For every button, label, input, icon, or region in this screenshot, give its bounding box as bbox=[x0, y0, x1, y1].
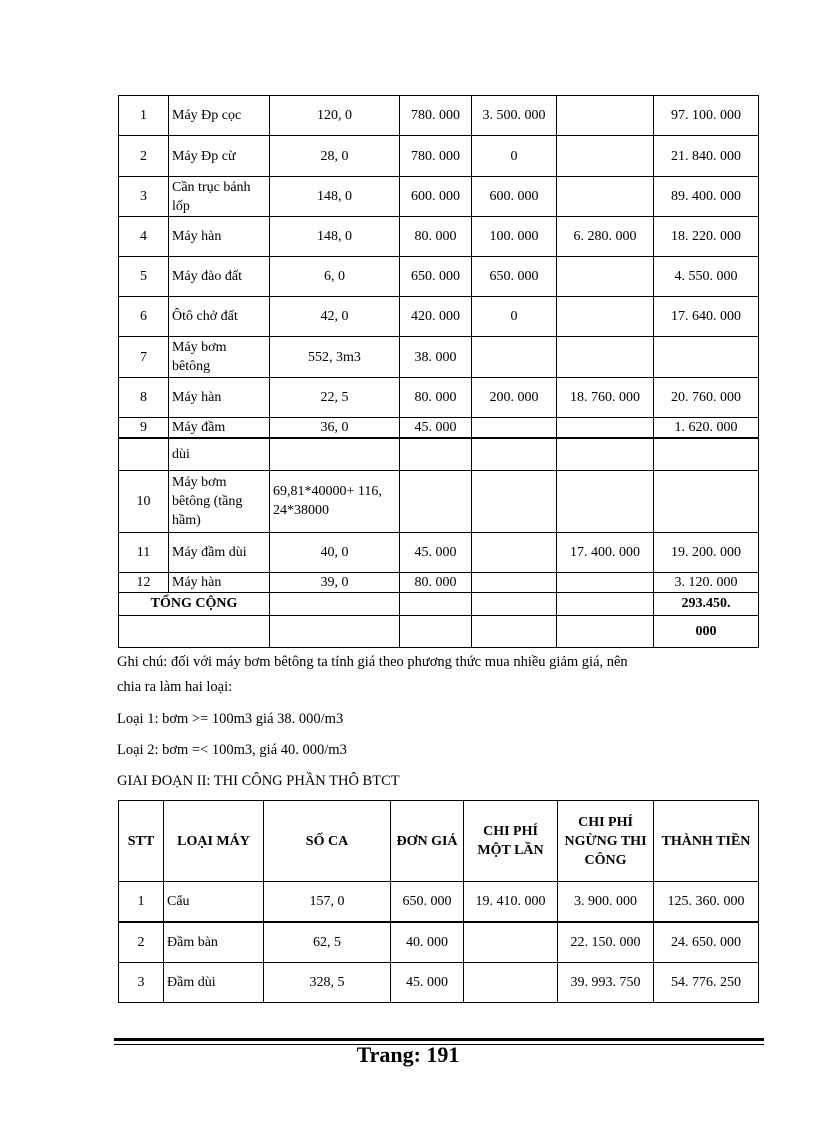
row-machine-type: Cẩu bbox=[164, 882, 264, 922]
row-stt: 6 bbox=[119, 297, 169, 337]
note-line: Loại 2: bơm =< 100m3, giá 40. 000/m3 bbox=[117, 742, 347, 758]
row-stt: 11 bbox=[119, 532, 169, 572]
row-total: 18. 220. 000 bbox=[654, 217, 759, 257]
row-unit-price: 780. 000 bbox=[400, 136, 472, 177]
row-once-cost bbox=[472, 532, 557, 572]
row-once-cost: 200. 000 bbox=[472, 378, 557, 418]
row-shifts: 328, 5 bbox=[264, 963, 391, 1003]
row-stt: 2 bbox=[119, 136, 169, 177]
row-machine-name: Máy bơm bêtông bbox=[169, 337, 270, 378]
table-row bbox=[119, 337, 759, 378]
row-stt: 12 bbox=[119, 572, 169, 592]
row-stt: 2 bbox=[119, 922, 164, 963]
header-shifts: SỐ CA bbox=[264, 801, 391, 882]
total-label: TỔNG CỘNG bbox=[119, 592, 270, 615]
row-stop-cost: 3. 900. 000 bbox=[558, 882, 654, 922]
page-number: Trang: 191 bbox=[356, 1042, 460, 1067]
row-quantity: 39, 0 bbox=[270, 572, 400, 592]
row-quantity: 40, 0 bbox=[270, 532, 400, 572]
row-machine-name: Máy bơm bêtông (tầng hầm) bbox=[169, 470, 270, 532]
row-unit-price: 80. 000 bbox=[400, 378, 472, 418]
row-quantity: 28, 0 bbox=[270, 136, 400, 177]
row-quantity bbox=[270, 438, 400, 470]
row-total: 4. 550. 000 bbox=[654, 257, 759, 297]
row-once-cost bbox=[472, 337, 557, 378]
row-quantity: 22, 5 bbox=[270, 378, 400, 418]
row-unit-price bbox=[400, 470, 472, 532]
row-unit-price: 45. 000 bbox=[400, 532, 472, 572]
machine-cost-table-2 bbox=[118, 800, 759, 1003]
table-row bbox=[119, 297, 759, 337]
table-row bbox=[119, 177, 759, 217]
row-unit-price: 780. 000 bbox=[400, 96, 472, 136]
row-stop-cost: 18. 760. 000 bbox=[557, 378, 654, 418]
table-row bbox=[119, 96, 759, 136]
row-once-cost bbox=[472, 438, 557, 470]
section-heading: GIAI ĐOẠN II: THI CÔNG PHẦN THÔ BTCT bbox=[117, 773, 400, 789]
row-stop-cost bbox=[557, 96, 654, 136]
row-stt: 1 bbox=[119, 882, 164, 922]
row-quantity: 148, 0 bbox=[270, 177, 400, 217]
row-stt: 5 bbox=[119, 257, 169, 297]
row-unit-price: 45. 000 bbox=[391, 963, 464, 1003]
row-total bbox=[654, 438, 759, 470]
row-machine-type: Đầm dùi bbox=[164, 963, 264, 1003]
row-total: 54. 776. 250 bbox=[654, 963, 759, 1003]
table-row bbox=[119, 257, 759, 297]
row-stt: 4 bbox=[119, 217, 169, 257]
row-stop-cost bbox=[557, 136, 654, 177]
table-row bbox=[119, 882, 759, 922]
total-value-continued: 000 bbox=[654, 615, 759, 647]
row-stop-cost bbox=[557, 337, 654, 378]
header-stop-cost: CHI PHÍ NGỪNG THI CÔNG bbox=[558, 801, 654, 882]
row-once-cost bbox=[464, 963, 558, 1003]
total-value: 293.450. bbox=[654, 592, 759, 615]
note-line: chia ra làm hai loại: bbox=[117, 679, 233, 695]
row-stop-cost bbox=[557, 470, 654, 532]
row-stt bbox=[119, 438, 169, 470]
table-row bbox=[119, 438, 759, 470]
row-total: 1. 620. 000 bbox=[654, 418, 759, 439]
row-once-cost bbox=[472, 470, 557, 532]
row-unit-price bbox=[400, 438, 472, 470]
table-row bbox=[119, 217, 759, 257]
row-total: 24. 650. 000 bbox=[654, 922, 759, 963]
row-once-cost: 650. 000 bbox=[472, 257, 557, 297]
row-machine-name: Máy đào đất bbox=[169, 257, 270, 297]
footer-divider bbox=[114, 1038, 764, 1041]
row-machine-name: Máy đầm dùi bbox=[169, 532, 270, 572]
row-once-cost bbox=[472, 418, 557, 439]
row-stop-cost: 6. 280. 000 bbox=[557, 217, 654, 257]
row-quantity: 6, 0 bbox=[270, 257, 400, 297]
row-stop-cost bbox=[557, 438, 654, 470]
row-unit-price: 38. 000 bbox=[400, 337, 472, 378]
row-once-cost: 19. 410. 000 bbox=[464, 882, 558, 922]
table-row bbox=[119, 963, 759, 1003]
row-machine-name: Máy hàn bbox=[169, 378, 270, 418]
row-unit-price: 650. 000 bbox=[391, 882, 464, 922]
row-shifts: 157, 0 bbox=[264, 882, 391, 922]
table-row bbox=[119, 470, 759, 532]
row-stop-cost bbox=[557, 177, 654, 217]
row-stop-cost bbox=[557, 418, 654, 439]
row-stop-cost bbox=[557, 297, 654, 337]
row-stop-cost: 17. 400. 000 bbox=[557, 532, 654, 572]
row-stop-cost bbox=[557, 257, 654, 297]
header-stt: STT bbox=[119, 801, 164, 882]
row-quantity: 552, 3m3 bbox=[270, 337, 400, 378]
row-unit-price: 420. 000 bbox=[400, 297, 472, 337]
row-total: 17. 640. 000 bbox=[654, 297, 759, 337]
header-once-cost: CHI PHÍ MỘT LẦN bbox=[464, 801, 558, 882]
row-once-cost: 0 bbox=[472, 297, 557, 337]
row-unit-price: 600. 000 bbox=[400, 177, 472, 217]
row-total: 3. 120. 000 bbox=[654, 572, 759, 592]
table-row bbox=[119, 418, 759, 439]
header-total: THÀNH TIỀN bbox=[654, 801, 759, 882]
row-quantity: 42, 0 bbox=[270, 297, 400, 337]
row-unit-price: 80. 000 bbox=[400, 572, 472, 592]
table-row bbox=[119, 532, 759, 572]
row-stt: 8 bbox=[119, 378, 169, 418]
row-stt: 9 bbox=[119, 418, 169, 439]
row-machine-name: dùi bbox=[169, 438, 270, 470]
header-machine-type: LOẠI MÁY bbox=[164, 801, 264, 882]
row-total: 20. 760. 000 bbox=[654, 378, 759, 418]
row-total bbox=[654, 337, 759, 378]
table-row bbox=[119, 378, 759, 418]
row-stop-cost: 22. 150. 000 bbox=[558, 922, 654, 963]
row-once-cost: 600. 000 bbox=[472, 177, 557, 217]
total-row-continued bbox=[119, 615, 759, 647]
row-shifts: 62, 5 bbox=[264, 922, 391, 963]
row-machine-type: Đầm bàn bbox=[164, 922, 264, 963]
row-once-cost: 3. 500. 000 bbox=[472, 96, 557, 136]
row-machine-name: Ôtô chở đất bbox=[169, 297, 270, 337]
machine-cost-table-1 bbox=[118, 95, 759, 648]
row-once-cost: 100. 000 bbox=[472, 217, 557, 257]
row-once-cost bbox=[464, 922, 558, 963]
row-machine-name: Máy đầm bbox=[169, 418, 270, 439]
header-unit-price: ĐƠN GIÁ bbox=[391, 801, 464, 882]
row-total: 97. 100. 000 bbox=[654, 96, 759, 136]
row-machine-name: Máy Đp cọc bbox=[169, 96, 270, 136]
row-total: 125. 360. 000 bbox=[654, 882, 759, 922]
row-quantity: 36, 0 bbox=[270, 418, 400, 439]
row-stop-cost: 39. 993. 750 bbox=[558, 963, 654, 1003]
row-total: 89. 400. 000 bbox=[654, 177, 759, 217]
row-quantity: 148, 0 bbox=[270, 217, 400, 257]
row-unit-price: 650. 000 bbox=[400, 257, 472, 297]
row-total: 21. 840. 000 bbox=[654, 136, 759, 177]
row-total bbox=[654, 470, 759, 532]
table-row bbox=[119, 572, 759, 592]
total-row bbox=[119, 592, 759, 615]
row-stop-cost bbox=[557, 572, 654, 592]
row-stt: 10 bbox=[119, 470, 169, 532]
row-stt: 3 bbox=[119, 177, 169, 217]
row-unit-price: 80. 000 bbox=[400, 217, 472, 257]
note-line: Ghi chú: đối với máy bơm bêtông ta tính giá theo phương thức mua nhiều giảm giá, nên bbox=[117, 654, 628, 670]
row-unit-price: 45. 000 bbox=[400, 418, 472, 439]
row-stt: 1 bbox=[119, 96, 169, 136]
table-row bbox=[119, 922, 759, 963]
row-stt: 3 bbox=[119, 963, 164, 1003]
row-machine-name: Cần trục bánh lốp bbox=[169, 177, 270, 217]
row-stt: 7 bbox=[119, 337, 169, 378]
row-total: 19. 200. 000 bbox=[654, 532, 759, 572]
row-once-cost: 0 bbox=[472, 136, 557, 177]
row-machine-name: Máy hàn bbox=[169, 572, 270, 592]
table-row bbox=[119, 136, 759, 177]
row-once-cost bbox=[472, 572, 557, 592]
row-machine-name: Máy hàn bbox=[169, 217, 270, 257]
row-unit-price: 40. 000 bbox=[391, 922, 464, 963]
row-quantity: 120, 0 bbox=[270, 96, 400, 136]
row-quantity: 69,81*40000+ 116, 24*38000 bbox=[270, 470, 400, 532]
note-line: Loại 1: bơm >= 100m3 giá 38. 000/m3 bbox=[117, 711, 344, 727]
table-header-row bbox=[119, 801, 759, 882]
row-machine-name: Máy Đp cừ bbox=[169, 136, 270, 177]
